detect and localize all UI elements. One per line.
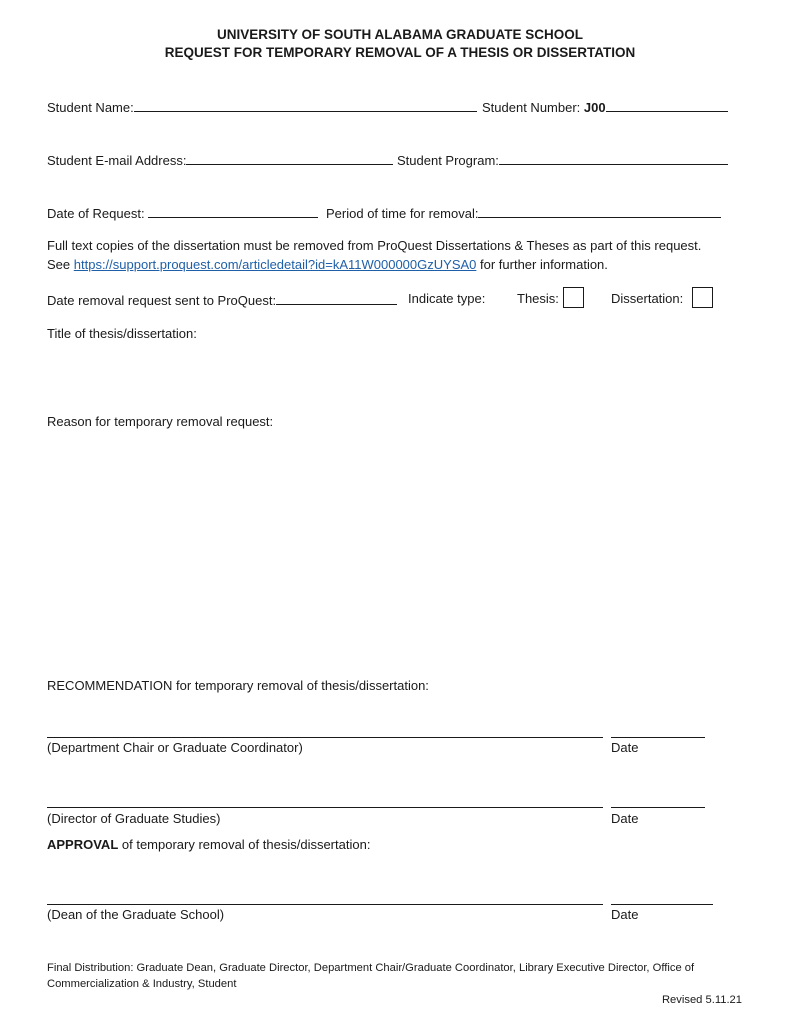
student-number-label: Student Number: [482,100,581,115]
proquest-support-link[interactable]: https://support.proquest.com/articledetail?id=kA11W000000GzUYSA0 [73,257,477,272]
signature-role-director: (Director of Graduate Studies) [47,811,221,826]
student-name-field[interactable] [134,98,477,112]
revised-date: Revised 5.11.21 [661,994,742,1006]
date-request-row [47,204,318,222]
approval-bold: APPROVAL [47,837,119,852]
date-line-dept-chair[interactable] [611,737,705,738]
proquest-sent-field[interactable] [276,291,397,305]
date-line-director[interactable] [611,807,705,808]
signature-line-director[interactable] [47,807,603,808]
email-label: Student E-mail Address: [47,153,187,168]
dissertation-label: Dissertation: [611,291,684,306]
signature-line-dept-chair[interactable] [47,737,603,738]
approval-rest: of temporary removal of thesis/dissertation: [118,837,371,852]
recommendation-label: RECOMMENDATION for temporary removal of thesis/dissertation: [47,678,429,693]
approval-label [47,837,370,853]
notice-see: See [47,257,71,272]
indicate-type-label: Indicate type: [408,291,486,306]
date-request-field[interactable] [148,204,318,218]
email-field[interactable] [186,151,393,165]
title-label: Title of thesis/dissertation: [47,326,197,341]
program-field[interactable] [499,151,728,165]
signature-role-dean: (Dean of the Graduate School) [47,907,225,922]
student-number-field[interactable] [606,98,728,112]
program-row [397,151,728,169]
signature-role-dept-chair: (Department Chair or Graduate Coordinator) [47,740,303,755]
form-title-line2: REQUEST FOR TEMPORARY REMOVAL OF A THESIS OR DISSERTATION [164,45,636,60]
date-label-dept-chair: Date [611,740,639,755]
student-name-row [47,98,477,116]
student-name-label: Student Name: [47,100,134,115]
proquest-sent-label: Date removal request sent to ProQuest: [47,293,277,308]
thesis-checkbox[interactable] [563,287,584,308]
date-request-label: Date of Request: [47,206,145,221]
form-title-line1: UNIVERSITY OF SOUTH ALABAMA GRADUATE SCHOOL [216,27,583,42]
proquest-sent-row [47,291,397,309]
date-line-dean[interactable] [611,904,713,905]
notice-suffix: for further information. [480,257,608,272]
student-number-prefix: J00 [583,100,606,115]
distribution-line2: Commercialization & Industry, Student [47,978,237,990]
student-number-row [482,98,728,116]
date-label-director: Date [611,811,639,826]
period-row [326,204,721,222]
period-field[interactable] [478,204,721,218]
reason-label: Reason for temporary removal request: [47,414,274,429]
program-label: Student Program: [397,153,499,168]
date-label-dean: Date [611,907,639,922]
distribution-line1: Final Distribution: Graduate Dean, Graduate Director, Department Chair/Graduate Coordinator, Library Executive Director, Office of [47,962,695,974]
thesis-label: Thesis: [517,291,559,306]
dissertation-checkbox[interactable] [692,287,713,308]
period-label: Period of time for removal: [326,206,479,221]
signature-line-dean[interactable] [47,904,603,905]
notice-line1: Full text copies of the dissertation must be removed from ProQuest Dissertations & Theses as part of this request. [47,238,702,253]
email-row [47,151,393,169]
notice-line2 [47,257,608,273]
